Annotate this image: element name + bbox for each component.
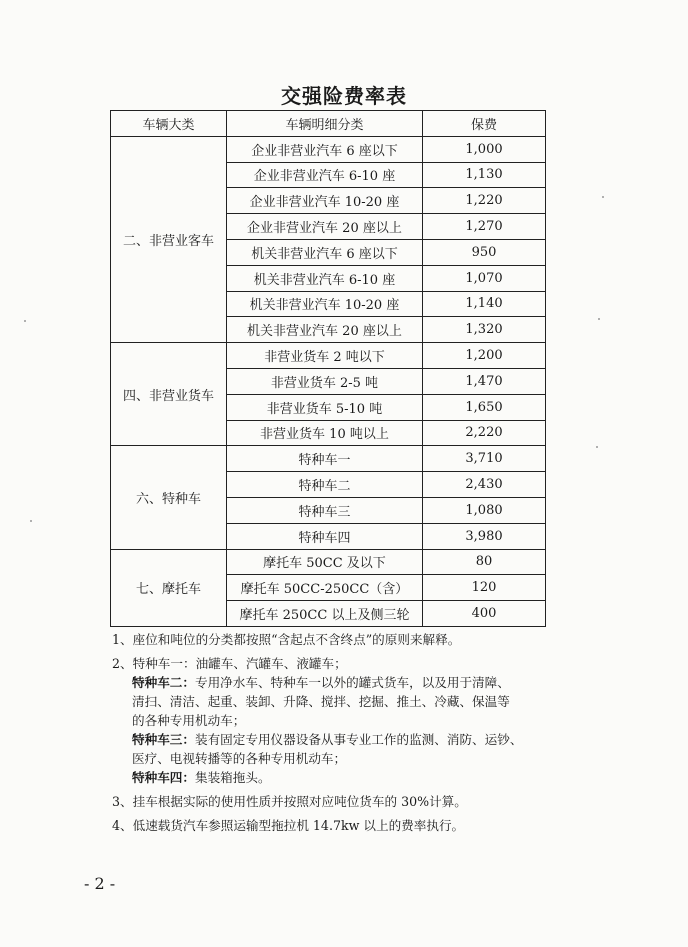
table-row [111,343,546,369]
note-2-special-two-label: 特种车二： [132,675,195,690]
note-2-special-two-cont2: 的各种专用机动车； [132,713,246,728]
detail-cell: 机关非营业汽车 6-10 座 [226,265,422,291]
note-3: 3、挂车根据实际的使用性质并按照对应吨位货车的 30%计算。 [112,794,467,809]
premium-cell: 3,980 [423,523,546,549]
scan-speck [598,318,600,320]
category-cell: 四、非营业货车 [111,343,227,446]
detail-cell: 机关非营业汽车 6 座以下 [226,239,422,265]
detail-cell: 企业非营业汽车 20 座以上 [226,214,422,240]
detail-cell: 摩托车 50CC 及以下 [226,549,422,575]
premium-cell: 1,130 [423,162,546,188]
detail-cell: 特种车一 [226,446,422,472]
note-2-special-four-text: 集装箱拖头。 [194,770,271,785]
detail-cell: 摩托车 250CC 以上及侧三轮 [226,601,422,627]
premium-cell: 80 [423,549,546,575]
premium-cell: 1,070 [423,265,546,291]
premium-cell: 400 [423,601,546,627]
premium-cell: 1,320 [423,317,546,343]
detail-cell: 摩托车 50CC-250CC（含） [226,575,422,601]
rate-table-body [111,136,546,626]
premium-cell: 1,270 [423,214,546,240]
premium-cell: 3,710 [423,446,546,472]
scan-speck [602,196,604,198]
detail-cell: 非营业货车 2 吨以下 [226,343,422,369]
header-category: 车辆大类 [111,111,227,137]
detail-cell: 特种车二 [226,472,422,498]
note-2-special-three-text: 装有固定专用仪器设备从事专业工作的监测、消防、运钞、 [194,732,523,747]
detail-cell: 机关非营业汽车 20 座以上 [226,317,422,343]
detail-cell: 非营业货车 10 吨以上 [226,420,422,446]
detail-cell: 企业非营业汽车 6 座以下 [226,136,422,162]
notes [112,630,562,835]
header-detail: 车辆明细分类 [226,111,422,137]
premium-cell: 1,200 [423,343,546,369]
premium-cell: 1,000 [423,136,546,162]
page-title: 交强险费率表 [281,84,407,108]
note-1: 1、座位和吨位的分类都按照“含起点不含终点”的原则来解释。 [112,632,461,647]
premium-cell: 120 [423,575,546,601]
note-2-special-two [112,673,562,692]
category-cell: 六、特种车 [111,446,227,549]
detail-cell: 特种车三 [226,497,422,523]
scan-speck [596,446,598,448]
premium-cell: 1,080 [423,497,546,523]
note-2: 2、特种车一：油罐车、汽罐车、液罐车； [112,656,347,671]
table-row [111,446,546,472]
note-2-special-three-cont: 医疗、电视转播等的各种专用机动车； [132,751,347,766]
category-cell: 七、摩托车 [111,549,227,626]
premium-cell: 2,430 [423,472,546,498]
header-premium: 保费 [423,111,546,137]
detail-cell: 企业非营业汽车 6-10 座 [226,162,422,188]
detail-cell: 非营业货车 2-5 吨 [226,368,422,394]
detail-cell: 企业非营业汽车 10-20 座 [226,188,422,214]
scan-speck [24,320,26,322]
premium-cell: 950 [423,239,546,265]
note-2-special-two-cont1: 清扫、清洁、起重、装卸、升降、搅拌、挖掘、推土、冷藏、保温等 [132,694,510,709]
note-2-special-two-text: 专用净水车、特种车一以外的罐式货车，以及用于清障、 [194,675,510,690]
detail-cell: 机关非营业汽车 10-20 座 [226,291,422,317]
premium-cell: 1,470 [423,368,546,394]
detail-cell: 特种车四 [226,523,422,549]
table-row [111,549,546,575]
table-row [111,136,546,162]
rate-table [110,110,546,627]
detail-cell: 非营业货车 5-10 吨 [226,394,422,420]
note-2-special-four [112,768,562,787]
category-cell: 二、非营业客车 [111,136,227,342]
note-4: 4、低速载货汽车参照运输型拖拉机 14.7kw 以上的费率执行。 [112,818,465,833]
premium-cell: 1,140 [423,291,546,317]
premium-cell: 1,220 [423,188,546,214]
page-number: - 2 - [84,874,116,893]
scan-speck [30,520,32,522]
note-2-special-three [112,730,562,749]
table-header-row [111,111,546,137]
premium-cell: 2,220 [423,420,546,446]
note-2-special-four-label: 特种车四： [132,770,195,785]
note-2-special-three-label: 特种车三： [132,732,195,747]
premium-cell: 1,650 [423,394,546,420]
